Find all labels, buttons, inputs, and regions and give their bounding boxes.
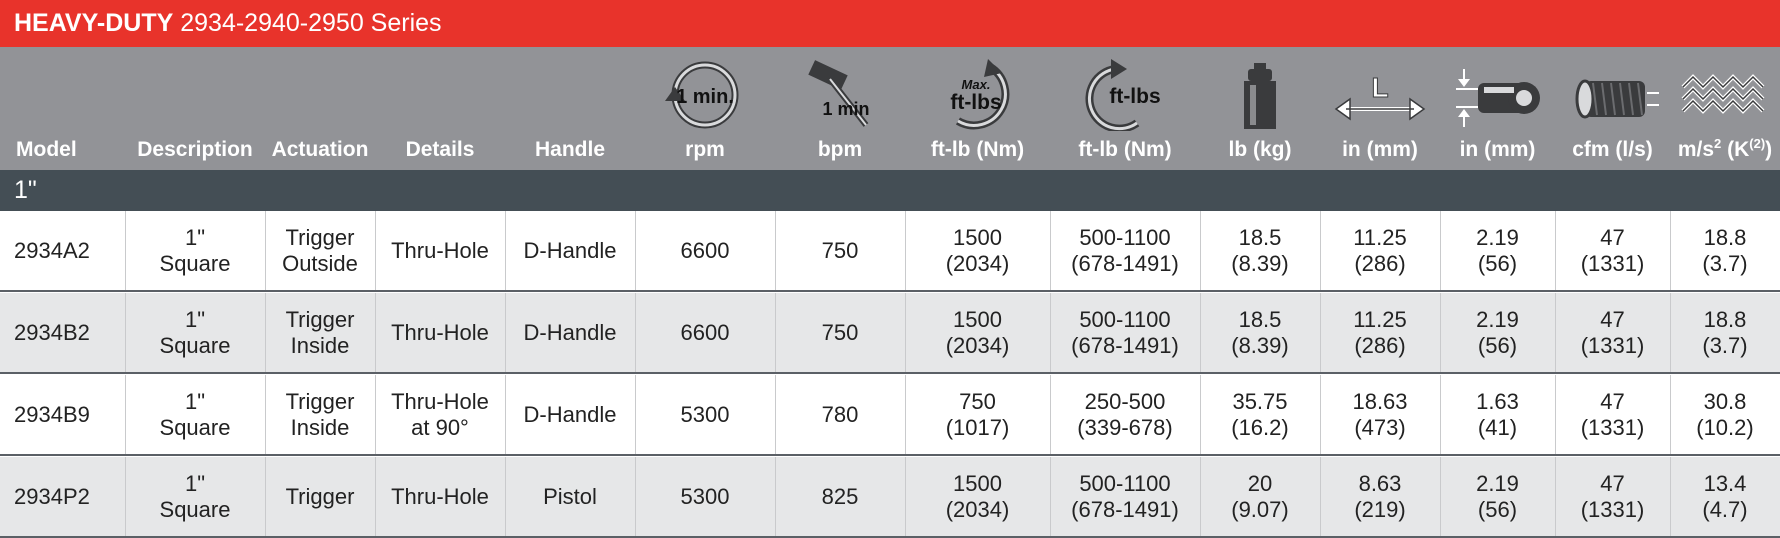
cell-working_torque-line: (678-1491) [1071, 332, 1179, 358]
column-divider [375, 375, 376, 454]
cell-weight-line: 20 [1247, 470, 1273, 496]
cell-model-value: 2934B9 [14, 401, 90, 427]
cell-weight-line: 18.5 [1238, 224, 1282, 250]
column-divider [1200, 375, 1201, 454]
cell-length-line: 11.25 [1353, 306, 1407, 332]
cell-working_torque [1050, 375, 1200, 454]
table-title-rest: 2934-2940-2950 Series [173, 9, 442, 37]
column-divider [1320, 457, 1321, 536]
max-torque-icon [928, 59, 1028, 131]
cell-rpm-value: 6600 [680, 237, 730, 263]
cell-handle-value: Pistol [543, 483, 597, 509]
column-divider [1670, 293, 1671, 372]
header-col-details [375, 47, 505, 170]
header-label-length: in (mm) [1342, 138, 1418, 161]
cell-actuation [265, 457, 375, 536]
cell-weight-line: (8.39) [1231, 250, 1289, 276]
cell-max_torque-line: (2034) [945, 250, 1010, 276]
cell-max_torque-line: 750 [959, 388, 996, 414]
column-divider [125, 293, 126, 372]
free-speed-icon-label: 1 min. [676, 86, 734, 108]
cell-air_consumption [1555, 375, 1670, 454]
header-label-rpm: rpm [685, 138, 725, 161]
column-divider [1200, 211, 1201, 290]
column-divider [1555, 211, 1556, 290]
header-label-side_to_center: in (mm) [1459, 138, 1536, 161]
cell-model-value: 2934B2 [14, 319, 90, 345]
cell-side_to_center [1440, 211, 1555, 290]
column-divider [125, 375, 126, 454]
column-divider [125, 457, 126, 536]
cell-air_consumption [1555, 211, 1670, 290]
cell-length-line: 8.63 [1358, 470, 1402, 496]
cell-description-line: 1" [184, 388, 206, 414]
cell-vibration [1670, 375, 1780, 454]
column-divider [265, 293, 266, 372]
cell-description-line: 1" [184, 470, 206, 496]
cell-max_torque-line: (1017) [945, 414, 1010, 440]
max-torque-icon-top: Max. [961, 77, 990, 92]
column-divider [1555, 457, 1556, 536]
weight-icon [1210, 59, 1310, 131]
header-label-vibration-label-sup2: (2) [1749, 136, 1766, 151]
length-icon [1330, 59, 1430, 131]
cell-length-line: 11.25 [1353, 224, 1407, 250]
column-divider [1440, 293, 1441, 372]
cell-side_to_center-line: (56) [1477, 332, 1518, 358]
column-divider [265, 457, 266, 536]
column-divider [1440, 375, 1441, 454]
cell-side_to_center-line: (56) [1477, 496, 1518, 522]
cell-working_torque-line: 500-1100 [1079, 306, 1171, 332]
cell-actuation [265, 293, 375, 372]
header-label-air_consumption: cfm (l/s) [1572, 138, 1653, 161]
cell-vibration-line: 18.8 [1703, 306, 1747, 332]
table-title [0, 0, 1780, 47]
cell-description-line: Square [159, 332, 231, 358]
cell-max_torque-line: 1500 [953, 224, 1002, 250]
column-divider [1440, 211, 1441, 290]
cell-details [375, 211, 505, 290]
column-divider [1320, 293, 1321, 372]
column-divider [1050, 375, 1051, 454]
max-torque-icon-bottom: ft-lbs [949, 91, 1002, 114]
cell-max_torque-line: 1500 [953, 306, 1002, 332]
working-torque-icon-label: ft-lbs [1109, 85, 1161, 108]
cell-side_to_center [1440, 457, 1555, 536]
cell-actuation [265, 375, 375, 454]
column-divider [775, 211, 776, 290]
column-divider [505, 375, 506, 454]
cell-model-value: 2934A2 [14, 237, 90, 263]
section-header: 1" [0, 170, 1780, 211]
column-divider [775, 375, 776, 454]
column-divider [905, 211, 906, 290]
header-label-bpm: bpm [817, 138, 863, 161]
cell-handle [505, 457, 635, 536]
table-header [0, 47, 1780, 170]
cell-max_torque-line: (2034) [945, 496, 1010, 522]
cell-description-line: 1" [184, 224, 206, 250]
column-divider [775, 457, 776, 536]
free-speed-icon [655, 59, 755, 131]
column-divider [1555, 375, 1556, 454]
cell-air_consumption [1555, 293, 1670, 372]
column-divider [375, 211, 376, 290]
header-label-vibration-label-main: m/s [1677, 138, 1715, 161]
header-col-length [1320, 47, 1440, 170]
cell-actuation-line: Inside [290, 332, 350, 358]
cell-working_torque-line: (678-1491) [1071, 496, 1179, 522]
table-row [0, 375, 1780, 456]
cell-weight [1200, 293, 1320, 372]
cell-working_torque-line: (678-1491) [1071, 250, 1179, 276]
column-divider [505, 211, 506, 290]
column-divider [125, 211, 126, 290]
cell-vibration-line: 18.8 [1703, 224, 1747, 250]
cell-details [375, 293, 505, 372]
column-divider [905, 457, 906, 536]
cell-weight [1200, 457, 1320, 536]
cell-length-line: (286) [1354, 250, 1406, 276]
cell-side_to_center-line: (41) [1477, 414, 1518, 440]
cell-max_torque-line: (2034) [945, 332, 1010, 358]
column-divider [635, 211, 636, 290]
cell-handle-value: D-Handle [523, 319, 617, 345]
hammer-blows-icon [790, 59, 890, 131]
cell-length-line: (473) [1354, 414, 1406, 440]
column-divider [775, 293, 776, 372]
cell-vibration [1670, 457, 1780, 536]
header-label-weight: lb (kg) [1228, 138, 1292, 161]
cell-description-line: Square [159, 414, 231, 440]
cell-side_to_center [1440, 375, 1555, 454]
column-divider [905, 375, 906, 454]
cell-details [375, 457, 505, 536]
cell-vibration-line: 30.8 [1703, 388, 1747, 414]
cell-handle [505, 293, 635, 372]
column-divider [265, 375, 266, 454]
cell-model [0, 293, 125, 372]
cell-max_torque [905, 375, 1050, 454]
header-col-side_to_center [1440, 47, 1555, 170]
header-col-max_torque [905, 47, 1050, 170]
column-divider [1670, 457, 1671, 536]
cell-max_torque-line: 1500 [953, 470, 1002, 496]
cell-bpm [775, 457, 905, 536]
cell-vibration-line: (4.7) [1702, 496, 1748, 522]
cell-actuation [265, 211, 375, 290]
cell-weight-line: (8.39) [1231, 332, 1289, 358]
cell-length [1320, 375, 1440, 454]
column-divider [635, 375, 636, 454]
cell-description [125, 457, 265, 536]
cell-weight [1200, 375, 1320, 454]
header-label-vibration-label-end: ) [1765, 138, 1773, 161]
header-label-details: Details [405, 138, 475, 161]
cell-air_consumption-line: 47 [1600, 224, 1625, 250]
cell-actuation-line: Inside [290, 414, 350, 440]
cell-rpm-value: 5300 [680, 401, 730, 427]
cell-vibration [1670, 211, 1780, 290]
column-divider [1440, 457, 1441, 536]
cell-description [125, 375, 265, 454]
table-title-bold: HEAVY-DUTY [14, 9, 174, 37]
cell-vibration-line: 13.4 [1703, 470, 1747, 496]
cell-details-line: Thru-Hole [391, 388, 489, 414]
cell-air_consumption [1555, 457, 1670, 536]
column-divider [505, 457, 506, 536]
cell-weight-line: (16.2) [1231, 414, 1289, 440]
cell-air_consumption-line: 47 [1600, 470, 1625, 496]
side-to-center-icon [1448, 59, 1548, 131]
cell-bpm [775, 375, 905, 454]
cell-length-line: 18.63 [1352, 388, 1408, 414]
cell-details-line: Thru-Hole [391, 237, 489, 263]
working-torque-icon [1075, 59, 1175, 131]
cell-air_consumption-line: (1331) [1580, 496, 1645, 522]
column-divider [375, 457, 376, 536]
cell-max_torque [905, 457, 1050, 536]
header-col-working_torque [1050, 47, 1200, 170]
cell-actuation-line: Trigger [285, 388, 355, 414]
cell-rpm [635, 375, 775, 454]
cell-details-line: Thru-Hole [391, 319, 489, 345]
cell-working_torque [1050, 293, 1200, 372]
column-divider [265, 211, 266, 290]
air-hose-icon [1563, 59, 1663, 131]
column-divider [905, 293, 906, 372]
cell-model [0, 211, 125, 290]
cell-working_torque [1050, 457, 1200, 536]
header-label-max_torque: ft-lb (Nm) [930, 138, 1025, 161]
cell-rpm [635, 293, 775, 372]
header-label-actuation: Actuation [271, 138, 369, 161]
cell-vibration-line: (3.7) [1702, 332, 1748, 358]
cell-bpm [775, 293, 905, 372]
column-divider [1050, 211, 1051, 290]
cell-rpm-value: 5300 [680, 483, 730, 509]
header-label-model: Model [16, 138, 77, 161]
header-col-description [125, 47, 265, 170]
cell-side_to_center-line: 2.19 [1476, 470, 1519, 496]
header-col-vibration [1670, 47, 1780, 170]
length-icon-label: L [1371, 72, 1389, 103]
header-label-description: Description [137, 138, 253, 161]
column-divider [1200, 457, 1201, 536]
cell-weight [1200, 211, 1320, 290]
cell-bpm [775, 211, 905, 290]
cell-side_to_center-line: 1.63 [1476, 388, 1519, 414]
table-row [0, 293, 1780, 374]
cell-length-line: (219) [1354, 496, 1406, 522]
cell-air_consumption-line: 47 [1600, 388, 1625, 414]
cell-weight-line: 18.5 [1238, 306, 1282, 332]
header-label-vibration-label-mid: (K [1721, 138, 1750, 161]
column-divider [1320, 375, 1321, 454]
cell-actuation-line: Trigger [285, 483, 355, 509]
cell-working_torque-line: 250-500 [1084, 388, 1166, 414]
column-divider [1670, 375, 1671, 454]
cell-length [1320, 211, 1440, 290]
cell-description-line: 1" [184, 306, 206, 332]
column-divider [1670, 211, 1671, 290]
cell-details-line: at 90° [411, 414, 469, 440]
cell-actuation-line: Outside [282, 250, 358, 276]
column-divider [635, 293, 636, 372]
cell-weight-line: 35.75 [1232, 388, 1288, 414]
header-col-bpm [775, 47, 905, 170]
column-divider [1050, 293, 1051, 372]
cell-rpm [635, 457, 775, 536]
header-col-weight [1200, 47, 1320, 170]
cell-side_to_center-line: 2.19 [1476, 306, 1519, 332]
column-divider [1200, 293, 1201, 372]
column-divider [1320, 211, 1321, 290]
column-divider [505, 293, 506, 372]
cell-vibration-line: (3.7) [1702, 250, 1748, 276]
header-col-air_consumption [1555, 47, 1670, 170]
cell-air_consumption-line: (1331) [1580, 250, 1645, 276]
cell-bpm-value: 750 [821, 237, 859, 263]
column-divider [1555, 293, 1556, 372]
cell-length [1320, 457, 1440, 536]
header-col-model [0, 47, 125, 170]
cell-handle-value: D-Handle [523, 237, 617, 263]
cell-model-value: 2934P2 [14, 483, 90, 509]
cell-length [1320, 293, 1440, 372]
cell-bpm-value: 750 [821, 319, 859, 345]
cell-actuation-line: Trigger [285, 224, 355, 250]
cell-vibration [1670, 293, 1780, 372]
table-row [0, 211, 1780, 292]
cell-actuation-line: Trigger [285, 306, 355, 332]
cell-vibration-line: (10.2) [1696, 414, 1754, 440]
header-label-handle: Handle [534, 138, 605, 161]
header-label-working_torque: ft-lb (Nm) [1078, 138, 1172, 161]
cell-details [375, 375, 505, 454]
cell-max_torque [905, 293, 1050, 372]
cell-working_torque-line: 500-1100 [1079, 470, 1171, 496]
header-col-rpm [635, 47, 775, 170]
cell-length-line: (286) [1354, 332, 1406, 358]
cell-weight-line: (9.07) [1231, 496, 1289, 522]
cell-bpm-value: 780 [821, 401, 859, 427]
cell-bpm-value: 825 [821, 483, 859, 509]
cell-side_to_center-line: 2.19 [1476, 224, 1519, 250]
header-col-handle [505, 47, 635, 170]
cell-side_to_center [1440, 293, 1555, 372]
cell-model [0, 375, 125, 454]
cell-side_to_center-line: (56) [1477, 250, 1518, 276]
cell-description-line: Square [159, 250, 231, 276]
cell-description [125, 211, 265, 290]
cell-air_consumption-line: 47 [1600, 306, 1625, 332]
hammer-blows-icon-label: 1 min [822, 99, 870, 119]
header-label-vibration-label-sup1: 2 [1714, 136, 1722, 151]
cell-handle [505, 375, 635, 454]
cell-working_torque-line: (339-678) [1077, 414, 1173, 440]
cell-rpm-value: 6600 [680, 319, 730, 345]
cell-air_consumption-line: (1331) [1580, 332, 1645, 358]
cell-model [0, 457, 125, 536]
header-label-vibration [1670, 136, 1780, 162]
column-divider [375, 293, 376, 372]
cell-details-line: Thru-Hole [391, 483, 489, 509]
cell-description [125, 293, 265, 372]
cell-description-line: Square [159, 496, 231, 522]
column-divider [635, 457, 636, 536]
cell-rpm [635, 211, 775, 290]
cell-max_torque [905, 211, 1050, 290]
cell-air_consumption-line: (1331) [1580, 414, 1645, 440]
column-divider [1050, 457, 1051, 536]
cell-handle [505, 211, 635, 290]
header-col-actuation [265, 47, 375, 170]
cell-working_torque-line: 500-1100 [1079, 224, 1171, 250]
cell-working_torque [1050, 211, 1200, 290]
table-row [0, 457, 1780, 538]
cell-handle-value: D-Handle [523, 401, 617, 427]
vibration-icon [1675, 59, 1775, 131]
